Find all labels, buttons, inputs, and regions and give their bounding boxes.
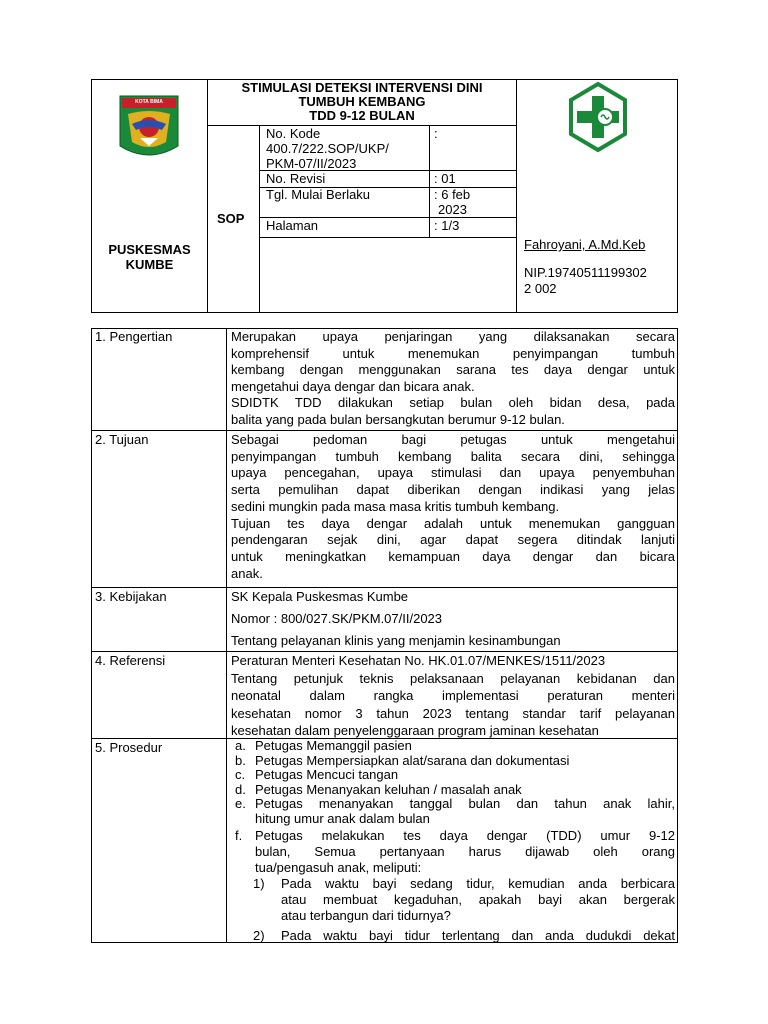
meta-tgl-value: : 6 feb 2023 [434,187,471,217]
kota-bima-logo [118,94,180,164]
section-text-referensi: Peraturan Menteri Kesehatan No. HK.01.07/MENKES/1511/2023 Tentang petunjuk teknis pelaksanaan pelayanan kebidanan dan neonatal dalam rangka implementasi peraturan menteri kesehatan nomor 3 tahun 2023 tentang standar tarif pelayanan kesehatan dalam penyelenggaraan program jaminan kesehatan [231,653,675,738]
sop-content-table [91,328,678,943]
procedure-step: d. Petugas Menanyakan keluhan / masalah anak [235,781,522,797]
procedure-step: b. Petugas Mempersiapkan alat/sarana dan dokumentasi [235,752,570,768]
procedure-step: f. Petugas melakukan tes daya dengar (TDD) umur 9-12 bulan, Semua pertanyaan harus dijawab oleh orang tua/pengasuh anak, meliputi: [235,828,675,875]
section-label-referensi: 4. Referensi [95,653,166,668]
section-label-kebijakan: 3. Kebijakan [95,589,167,604]
signatory-nip: NIP.19740511199302 2 002 [524,265,647,296]
procedure-substep: 1) Pada waktu bayi sedang tidur, kemudian anda berbicara atau membuat kegaduhan, apakah bayi akan bergerak atau terbangun dari tidurnya? [253,876,675,923]
section-label-prosedur: 5. Prosedur [95,740,163,755]
procedure-step: c. Petugas Mencuci tangan [235,767,399,782]
meta-halaman-value: : 1/3 [434,218,460,233]
sop-header-table [91,79,678,313]
section-text-prosedur [231,739,675,944]
sop-divider [259,125,260,313]
meta-revisi: No. Revisi [266,171,326,186]
procedure-substep: 2) Pada waktu bayi tidur terlentang dan anda dudukdi dekat [253,928,675,943]
meta-row-divider [259,237,517,238]
section-text-tujuan: Sebagai pedoman bagi petugas untuk mengetahui penyimpangan tumbuh kembang balita secara dini, sehingga upaya pencegahan, upaya stimulasi dan upaya penyembuhan serta pemulihan dapat diberikan dengan indikasi yang jelas sedini mungkin pada masa masa kritis tumbuh kembang. Tujuan tes daya dengar adalah untuk menemukan gangguan pendengaran sejak dini, agar dapat segera ditindak lanjuti untuk meningkatkan kemampuan daya dengar dan bicara anak. [231,432,675,581]
puskesmas-logo [565,80,631,154]
meta-tgl: Tgl. Mulai Berlaku [266,187,371,202]
meta-revisi-value: : 01 [434,171,456,186]
meta-kode: No. Kode 400.7/222.SOP/UKP/ PKM-07/II/2023 [266,126,389,171]
meta-kode-value: : [434,126,438,141]
signatory-name: Fahroyani, A.Md.Keb [524,237,646,252]
section-text-kebijakan: SK Kepala Puskesmas Kumbe Nomor : 800/027.SK/PKM.07/II/2023 Tentang pelayanan klinis yang menjamin kesinambungan [231,589,561,648]
header-divider [207,125,208,312]
sop-title: STIMULASI DETEKSI INTERVENSI DINI TUMBUH KEMBANG TDD 9-12 BULAN [241,80,483,123]
meta-halaman: Halaman [266,218,319,233]
row-divider [92,430,677,431]
logo-text: KOTA BIMA [135,99,163,105]
row-divider [92,587,677,588]
sop-label: SOP [217,211,245,226]
section-text-pengertian: Merupakan upaya penjaringan yang dilaksanakan secara komprehensif untuk menemukan penyimpangan tumbuh kembang dengan menggunakan sarana tes daya dengar untuk mengetahui daya dengar dan bicara anak. SDIDTK TDD dilakukan setiap bulan oleh bidan desa, pada balita yang pada bulan bersangkutan berumur 9-12 bulan. [231,329,675,427]
header-divider [516,80,517,312]
org-name: PUSKESMAS KUMBE [108,242,191,272]
column-divider [226,329,227,942]
meta-divider [429,125,430,237]
section-label-pengertian: 1. Pengertian [95,329,173,344]
section-label-tujuan: 2. Tujuan [95,432,149,447]
procedure-step: a. Petugas Memanggil pasien [235,738,412,753]
procedure-step: e. Petugas menanyakan tanggal bulan dan tahun anak lahir, hitung umur anak dalam bulan [235,796,675,826]
